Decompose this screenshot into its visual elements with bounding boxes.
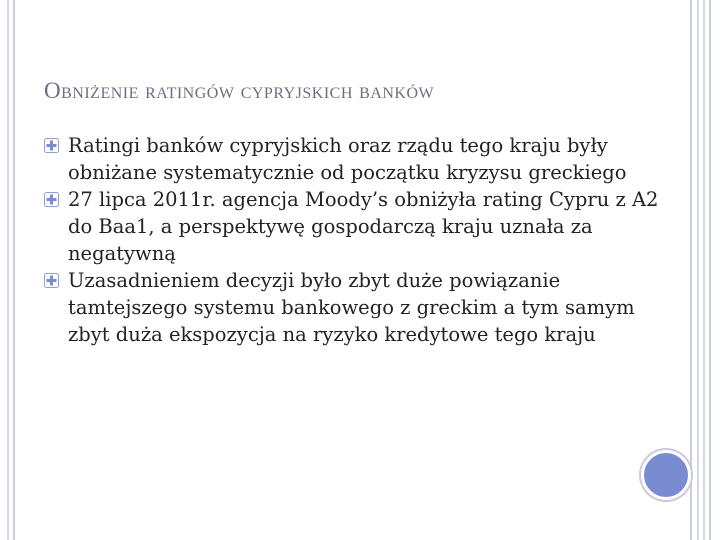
plus-square-icon [44, 192, 59, 207]
plus-square-icon [44, 138, 59, 153]
slide-title: Obniżenie ratingów cypryjskich banków [44, 78, 435, 103]
bullet-item [44, 186, 664, 267]
bullet-list [44, 132, 664, 348]
bullet-item [44, 132, 664, 186]
bullet-text: 27 lipca 2011r. agencja Moody’s obniżyła rating Cypru z A2 do Baa1, a perspektywę gospodarczą kraju uznała za negatywną [68, 188, 659, 265]
bullet-item [44, 267, 664, 348]
right-decorative-border [690, 0, 720, 540]
bullet-text: Ratingi banków cypryjskich oraz rządu tego kraju były obniżane systematycznie od początku kryzysu greckiego [68, 134, 627, 184]
plus-square-icon [44, 273, 59, 288]
left-decorative-border [0, 0, 15, 540]
decorative-circle [641, 450, 691, 500]
bullet-text: Uzasadnieniem decyzji było zbyt duże powiązanie tamtejszego systemu bankowego z greckim a tym samym zbyt duża ekspozycja na ryzyko kredytowe tego kraju [68, 269, 635, 346]
